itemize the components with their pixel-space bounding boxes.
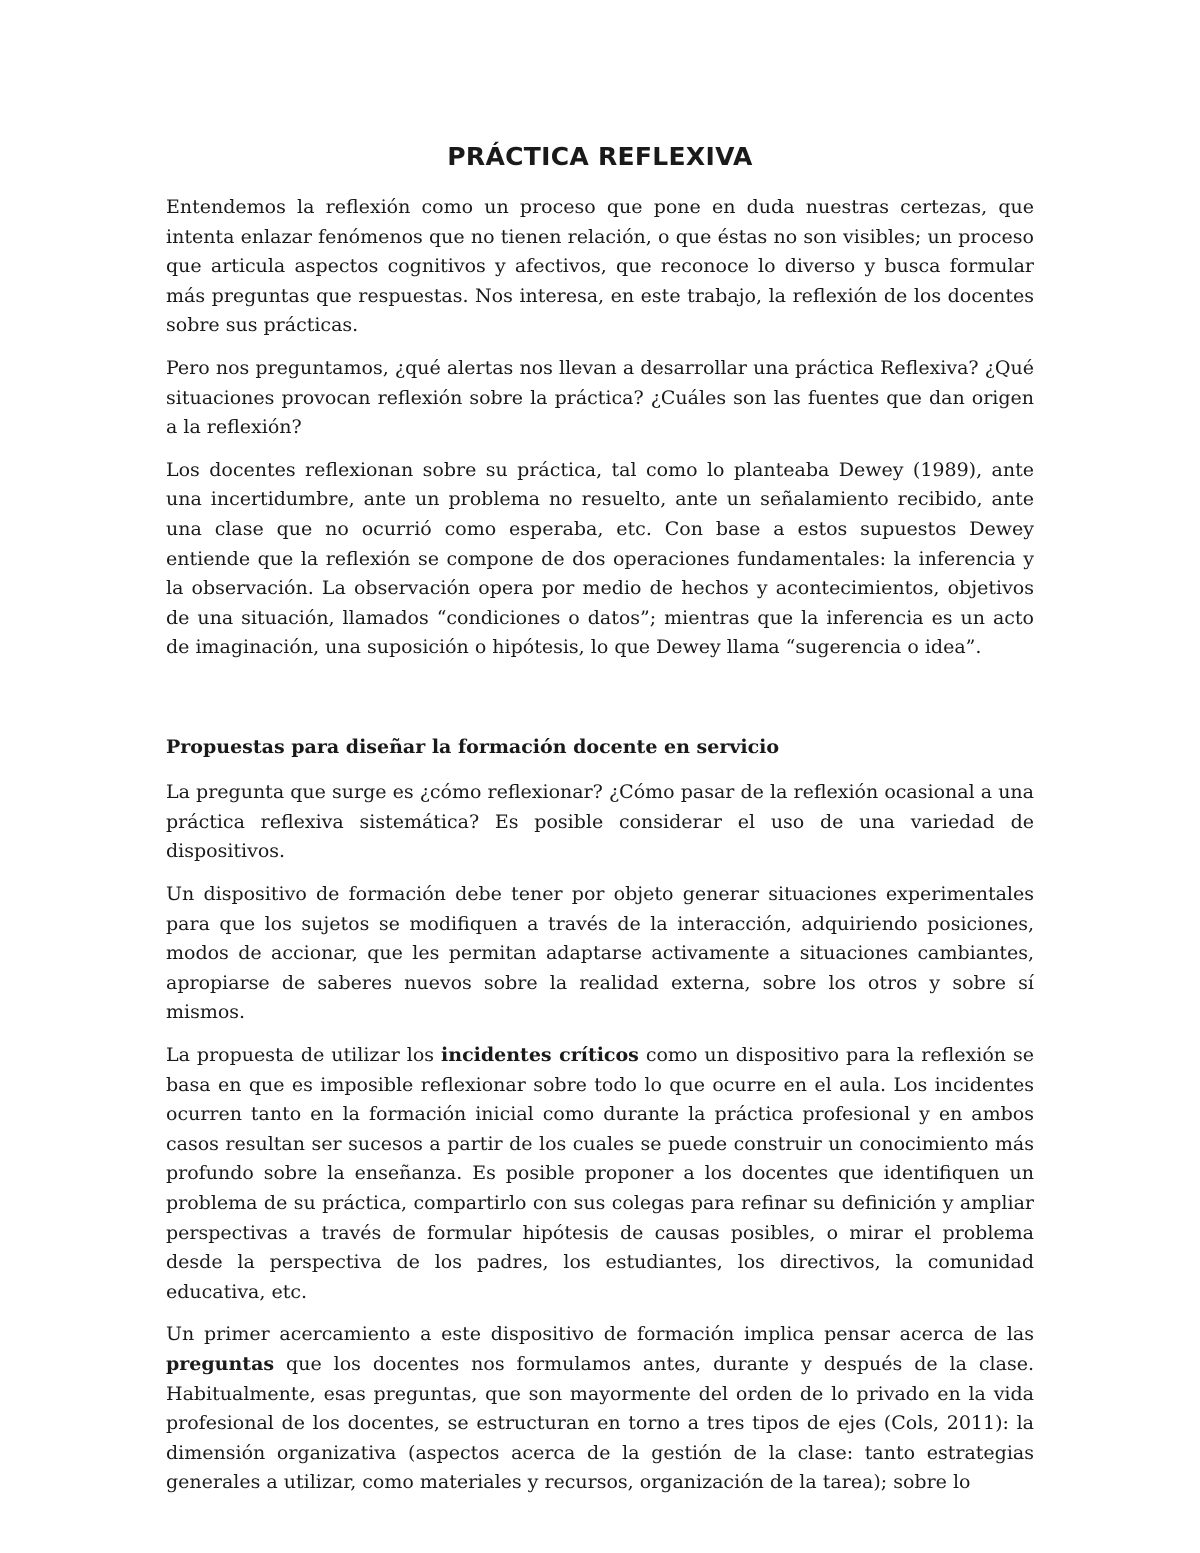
questions-text-before: Un primer acercamiento a este dispositivo de formación implica pensar acerca de las [166,1323,1034,1346]
document-page [166,0,1034,1553]
critical-incidents-bold-term: incidentes críticos [441,1044,639,1067]
section-paragraph-training-device: Un dispositivo de formación debe tener por objeto generar situaciones experimentales para que los sujetos se modifiquen a través de la interacción, adquiriendo posiciones, modos de accionar, que les permitan adaptarse activamente a situaciones cambiantes, apropiarse de saberes nuevos sobre la realidad externa, sobre los otros y sobre sí mismos. [166,883,1034,1024]
section-paragraph-how-to-reflect: La pregunta que surge es ¿cómo reflexionar? ¿Cómo pasar de la reflexión ocasional a una práctica reflexiva sistemática? Es posible considerar el uso de una variedad de dispositivos. [166,781,1034,863]
intro-paragraph-dewey: Los docentes reflexionan sobre su práctica, tal como lo planteaba Dewey (1989), ante una incertidumbre, ante un problema no resuelto, ante un señalamiento recibido, ante una clase que no ocurrió como esperaba, etc. Con base a estos supuestos Dewey entiende que la reflexión se compone de dos operaciones fundamentales: la inferencia y la observación. La observación opera por medio de hechos y acontecimientos, objetivos de una situación, llamados “condiciones o datos”; mientras que la inferencia es un acto de imaginación, una suposición o hipótesis, lo que Dewey llama “sugerencia o idea”. [166,458,1034,659]
intro-paragraph-questions: Pero nos preguntamos, ¿qué alertas nos llevan a desarrollar una práctica Reflexiva? ¿Qué situaciones provocan reflexión sobre la práctica? ¿Cuáles son las fuentes que dan origen a la reflexión? [166,356,1034,439]
questions-bold-term: preguntas [166,1352,275,1375]
paragraph-questions-device [166,1320,1034,1498]
paragraph-critical-incidents [166,1041,1034,1307]
section-heading: Propuestas para diseñar la formación docente en servicio [166,735,780,758]
document-title: PRÁCTICA REFLEXIVA [447,142,753,171]
critical-incidents-text-after: como un dispositivo para la reflexión se basa en que es imposible reflexionar sobre todo lo que ocurre en el aula. Los incidentes ocurren tanto en la formación inicial como durante la práctica profesional y en ambos casos resultan ser sucesos a partir de los cuales se puede construir un conocimiento más profundo sobre la enseñanza. Es posible proponer a los docentes que identifiquen un problema de su práctica, compartirlo con sus colegas para refinar su definición y ampliar perspectivas a través de formular hipótesis de causas posibles, o mirar el problema desde la perspectiva de los padres, los estudiantes, los directivos, la comunidad educativa, etc. [166,1044,1034,1303]
critical-incidents-text-before: La propuesta de utilizar los [166,1044,442,1067]
questions-text-after: que los docentes nos formulamos antes, durante y después de la clase. Habitualmente, esas preguntas, que son mayormente del orden de lo privado en la vida profesional de los docentes, se estructuran en torno a tres tipos de ejes (Cols, 2011): la dimensión organizativa (aspectos acerca de la gestión de la clase: tanto estrategias generales a utilizar, como materiales y recursos, organización de la tarea); sobre lo [166,1352,1034,1494]
intro-paragraph-reflection-definition: Entendemos la reflexión como un proceso que pone en duda nuestras certezas, que intenta enlazar fenómenos que no tienen relación, o que éstas no son visibles; un proceso que articula aspectos cognitivos y afectivos, que reconoce lo diverso y busca formular más preguntas que respuestas. Nos interesa, en este trabajo, la reflexión de los docentes sobre sus prácticas. [166,196,1034,337]
